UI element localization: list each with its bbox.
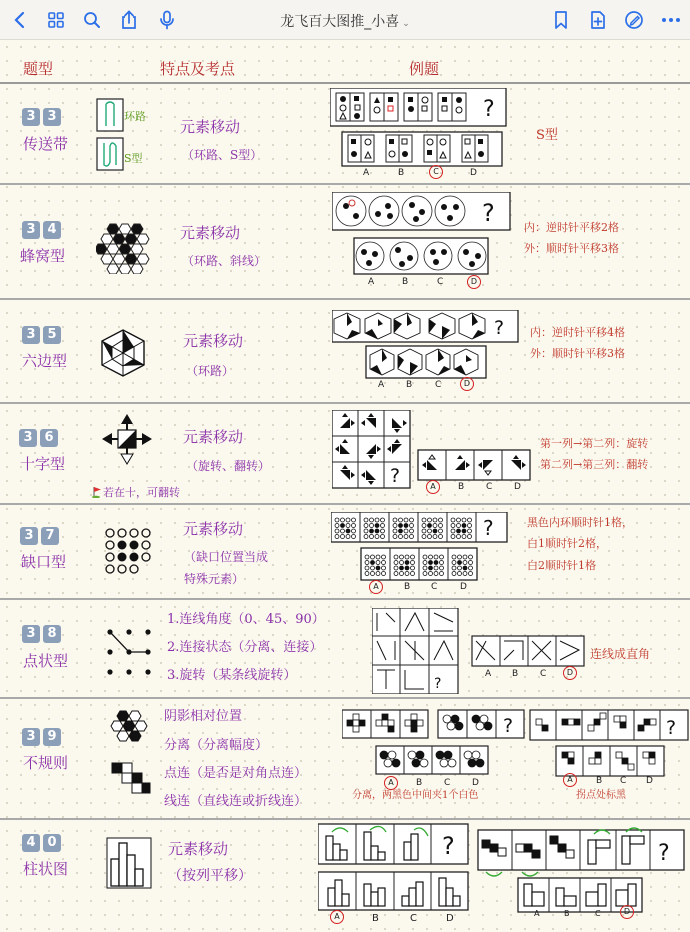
header-features: 特点及考点 — [160, 60, 236, 78]
feature-subtitle: （环路、S型） — [182, 148, 263, 162]
annotation-note: 拐点处标黑 — [576, 790, 626, 801]
svg-text:?: ? — [658, 841, 670, 866]
feature-title: 元素移动 — [180, 224, 241, 242]
flag-icon — [92, 483, 102, 495]
feature-item: 线连（直线连或折线连） — [164, 794, 308, 809]
option-label: B — [564, 909, 570, 918]
badge-digit: 3 — [43, 108, 61, 126]
type-name: 六边型 — [22, 352, 68, 370]
row-divider — [0, 183, 690, 185]
type-number-badge — [22, 625, 61, 643]
option-label: D — [472, 778, 479, 788]
note-line: 外：顺时针平移3格 — [524, 241, 619, 255]
note-line: 白1顺时针2格， — [527, 537, 607, 551]
badge-digit: 3 — [22, 625, 40, 643]
header-divider — [0, 82, 690, 84]
svg-text:?: ? — [390, 465, 401, 487]
answer-circle: D — [620, 905, 634, 919]
feature-subtitle: （环路、斜线） — [182, 254, 267, 268]
feature-item: 阴影相对位置 — [164, 709, 243, 724]
note-line: 外：顺时针平移3格 — [530, 346, 625, 360]
option-label: B — [458, 482, 465, 492]
type-number-badge — [22, 108, 61, 126]
type-name: 柱状图 — [23, 860, 69, 878]
answer-circle: A — [563, 773, 577, 787]
type-name: 点状型 — [23, 652, 69, 670]
answer-circle: D — [563, 666, 577, 680]
bookmark-icon[interactable] — [549, 8, 573, 32]
option-label: B — [406, 380, 413, 390]
option-label: D — [514, 482, 521, 492]
option-label: D — [446, 913, 454, 924]
feature-title: 元素移动 — [183, 428, 244, 446]
svg-text:?: ? — [483, 516, 494, 540]
svg-text:?: ? — [442, 832, 455, 860]
tip-note: 若在十，可翻转 — [103, 486, 180, 499]
dot-line-thumbnail — [106, 628, 152, 676]
badge-digit: 5 — [43, 326, 61, 344]
option-label: A — [534, 909, 540, 918]
note-line: 白2顺时针1格 — [527, 558, 596, 572]
option-label: B — [404, 582, 411, 592]
svg-text:?: ? — [503, 715, 514, 737]
header-type: 题型 — [23, 60, 54, 78]
note-line: 黑色内环顺时针1格， — [527, 516, 633, 529]
option-label: A — [363, 168, 370, 178]
option-label: C — [410, 913, 417, 924]
header-examples: 例题 — [409, 60, 440, 78]
chevron-down-icon: ⌄ — [402, 19, 410, 29]
thumbnail-label: 环路 — [124, 110, 146, 123]
badge-digit: 3 — [22, 221, 40, 239]
example-puzzle — [372, 608, 588, 694]
option-label: B — [512, 669, 519, 679]
option-label: A — [368, 277, 375, 287]
badge-digit: 3 — [20, 527, 38, 545]
feature-title: 元素移动 — [183, 520, 244, 538]
example-puzzle — [318, 822, 690, 924]
option-label: D — [646, 776, 653, 786]
option-label: C — [595, 909, 601, 918]
bar-chart-thumbnail — [106, 837, 152, 889]
top-toolbar — [0, 0, 690, 40]
badge-digit: 6 — [40, 429, 58, 447]
irregular-thumbnail — [106, 707, 152, 803]
gap-thumbnail — [104, 527, 152, 575]
type-number-badge — [20, 527, 59, 545]
option-label: C — [435, 380, 442, 390]
option-label: B — [416, 778, 423, 788]
answer-circle: A — [369, 580, 383, 594]
row-divider — [0, 598, 690, 600]
badge-digit: 8 — [43, 625, 61, 643]
answer-circle: C — [429, 165, 443, 179]
annotation-note: S型 — [536, 128, 558, 143]
add-page-icon[interactable] — [586, 8, 610, 32]
honeycomb-thumbnail — [96, 220, 150, 274]
answer-circle: D — [467, 275, 481, 289]
row-divider — [0, 402, 690, 404]
example-puzzle — [332, 192, 512, 290]
note-line: 第一列→第二列：旋转 — [540, 437, 649, 450]
option-label: C — [540, 669, 547, 679]
svg-text:?: ? — [483, 97, 495, 122]
badge-digit: 3 — [22, 728, 40, 746]
svg-text:?: ? — [434, 676, 442, 692]
svg-text:?: ? — [482, 199, 495, 227]
document-title-text: 龙飞百大图推_小喜 — [280, 14, 400, 30]
type-name: 缺口型 — [21, 553, 67, 571]
badge-digit: 3 — [22, 108, 40, 126]
annotation-note — [540, 434, 648, 476]
answer-circle: A — [384, 776, 398, 790]
type-number-badge — [22, 728, 61, 746]
note-line: 内：逆时针平移4格 — [530, 326, 625, 339]
edit-icon[interactable] — [622, 8, 646, 32]
badge-digit: 0 — [43, 834, 61, 852]
example-puzzle — [330, 88, 508, 180]
option-label: B — [398, 168, 405, 178]
badge-digit: 4 — [22, 834, 40, 852]
feature-item: 3.旋转（某条线旋转） — [167, 668, 297, 683]
svg-text:?: ? — [494, 317, 505, 339]
feature-subtitle: （旋转、翻转） — [186, 459, 271, 473]
thumbnail-label: S型 — [124, 152, 143, 165]
badge-digit: 9 — [43, 728, 61, 746]
annotation-note: 连线成直角 — [590, 647, 651, 661]
option-label: C — [486, 482, 493, 492]
feature-subtitle: （缺口位置当成 — [184, 550, 269, 564]
feature-subtitle: （环路） — [186, 364, 235, 378]
cross-thumbnail — [100, 412, 154, 466]
example-puzzle — [332, 310, 522, 390]
type-number-badge — [22, 834, 61, 852]
option-label: D — [470, 168, 477, 178]
feature-title: 元素移动 — [183, 332, 244, 350]
badge-digit: 3 — [22, 326, 40, 344]
type-name: 十字型 — [20, 455, 66, 473]
example-puzzle — [331, 512, 511, 590]
answer-circle: D — [460, 377, 474, 391]
answer-circle: A — [426, 480, 440, 494]
type-name: 传送带 — [23, 135, 69, 153]
feature-item: 点连（是否是对角点连） — [164, 766, 308, 781]
annotation-note: 分离，两黑色中间夹1个白色 — [352, 790, 479, 801]
type-name: 蜂窝型 — [20, 247, 66, 265]
annotation-note — [527, 512, 633, 576]
feature-item: 1.连线角度（0、45、90） — [167, 612, 325, 627]
type-number-badge — [19, 429, 58, 447]
feature-subtitle: （按列平移） — [168, 868, 252, 884]
option-label: A — [378, 380, 385, 390]
option-label: C — [444, 778, 451, 788]
feature-title: 元素移动 — [180, 118, 241, 136]
badge-digit: 4 — [43, 221, 61, 239]
type-number-badge — [22, 326, 61, 344]
more-icon[interactable] — [659, 8, 683, 32]
option-label: B — [372, 913, 379, 924]
option-label: A — [485, 669, 492, 679]
row-divider — [0, 503, 690, 505]
conveyor-thumbnail — [96, 98, 124, 172]
option-label: C — [431, 582, 438, 592]
example-puzzle — [342, 706, 690, 788]
option-label: B — [596, 776, 603, 786]
annotation-note — [524, 218, 619, 260]
badge-digit: 3 — [19, 429, 37, 447]
note-line: 内：逆时针平移2格 — [524, 221, 619, 234]
row-divider — [0, 818, 690, 820]
row-divider — [0, 298, 690, 300]
option-label: B — [402, 277, 409, 287]
note-line: 第二列→第三列：翻转 — [540, 457, 649, 471]
annotation-note — [530, 323, 625, 365]
svg-text:?: ? — [666, 717, 677, 739]
option-label: D — [460, 582, 467, 592]
feature-title: 元素移动 — [168, 840, 229, 858]
row-divider — [0, 697, 690, 699]
option-label: C — [437, 277, 444, 287]
type-number-badge — [22, 221, 61, 239]
type-name: 不规则 — [23, 754, 69, 772]
answer-circle: A — [330, 910, 344, 924]
badge-digit: 7 — [41, 527, 59, 545]
hexagon-thumbnail — [100, 328, 146, 378]
feature-subtitle: 特殊元素） — [184, 572, 245, 586]
feature-item: 2.连接状态（分离、连接） — [167, 640, 323, 655]
feature-item: 分离（分离幅度） — [164, 738, 269, 753]
option-label: C — [620, 776, 627, 786]
